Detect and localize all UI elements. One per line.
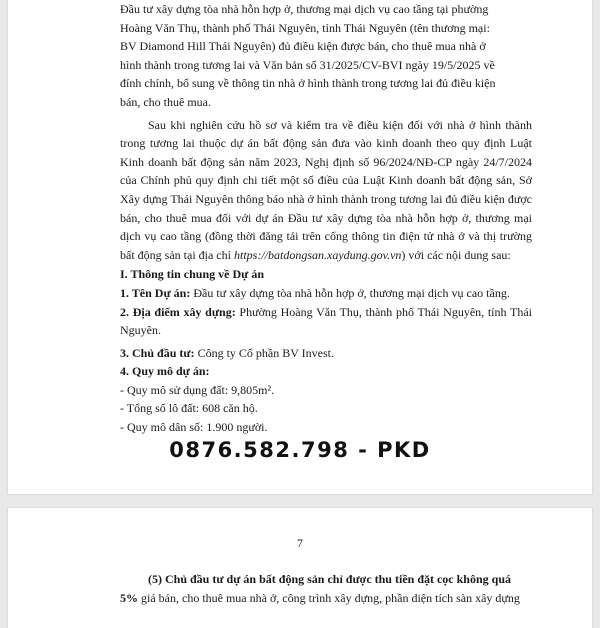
scale-item: - Quy mô dân số: 1.900 người. <box>120 420 268 435</box>
intro-line: BV Diamond Hill Thái Nguyên) đủ điều kiện được bán, cho thuê mua nhà ở <box>120 39 486 54</box>
item-location <box>120 303 532 340</box>
item-scale-heading: 4. Quy mô dự án: <box>120 364 210 379</box>
item-label: 3. Chủ đầu tư: <box>120 345 195 360</box>
intro-line: Hoàng Văn Thụ, thành phố Thái Nguyên, tỉnh Thái Nguyên (tên thương mại: <box>120 20 490 35</box>
paragraph-tail: ) với các nội dung sau: <box>401 247 511 262</box>
intro-line: hình thành trong tương lai và Văn bản số 31/2025/CV-BVI ngày 19/5/2025 về <box>120 57 495 72</box>
paragraph-bold-line: (5) Chủ đầu tư dự án bất động sản chỉ được thu tiền đặt cọc không quá <box>148 572 512 586</box>
paragraph-line <box>120 589 532 608</box>
paragraph-text: giá bán, cho thuê mua nhà ở, công trình xây dựng, phần diện tích sàn xây dựng <box>138 590 520 605</box>
percent-value: 5% <box>120 590 138 605</box>
section-heading: I. Thông tin chung về Dự án <box>120 267 265 282</box>
website-link[interactable]: https://batdongsan.xaydung.gov.vn <box>233 247 402 262</box>
page-body <box>120 570 532 607</box>
item-value: Đầu tư xây dựng tòa nhà hỗn hợp ở, thương mại dịch vụ cao tầng. <box>190 285 510 300</box>
intro-line: Đầu tư xây dựng tòa nhà hỗn hợp ở, thương mại dịch vụ cao tầng tại phường <box>120 2 489 16</box>
document-page-lower <box>8 508 592 628</box>
item-value: Phường Hoàng Văn Thụ, thành phố Thái Nguyên, tỉnh Thái Nguyên. <box>120 304 532 338</box>
item-project-name <box>120 284 532 303</box>
document-page-upper <box>8 0 592 494</box>
item-label: 1. Tên Dự án: <box>120 285 191 300</box>
body-paragraph <box>120 116 532 265</box>
phone-watermark: 0876.582.798 - PKD <box>169 438 431 462</box>
intro-line: bán, cho thuê mua. <box>120 94 211 109</box>
scale-item: - Tổng số lô đất: 608 căn hộ. <box>120 401 258 416</box>
item-label: 2. Địa điểm xây dựng: <box>120 304 236 319</box>
item-investor <box>120 344 532 363</box>
item-value: Công ty Cổ phần BV Invest. <box>194 345 335 360</box>
scale-item: - Quy mô sử dụng đất: 9,805m². <box>120 382 275 397</box>
page-number: 7 <box>297 536 303 550</box>
page-body <box>120 0 532 437</box>
paragraph-text: Sau khi nghiên cứu hồ sơ và kiểm tra về điều kiện đối với nhà ở hình thành trong tương lai thuộc dự án bất động sản đưa vào kinh doanh theo quy định Luật Kinh doanh bất động sản năm 2023, Nghị định số 96/2024/NĐ-CP ngày 24/7/2024 của Chính phủ quy định chi tiết một số điều của Luật Kinh doanh bất động sản, Sở Xây dựng Thái Nguyên thông báo nhà ở hình thành trong tương lai đủ điều kiện được bán, cho thuê mua đối với dự án Đầu tư xây dựng tòa nhà hỗn hợp ở, thương mại dịch vụ cao tầng (đồng thời đăng tải trên cổng thông tin điện tử nhà ở và thị trường bất động sản tại địa chỉ <box>120 117 532 262</box>
intro-line: đính chính, bổ sung về thông tin nhà ở hình thành trong tương lai đủ điều kiện <box>120 76 496 91</box>
